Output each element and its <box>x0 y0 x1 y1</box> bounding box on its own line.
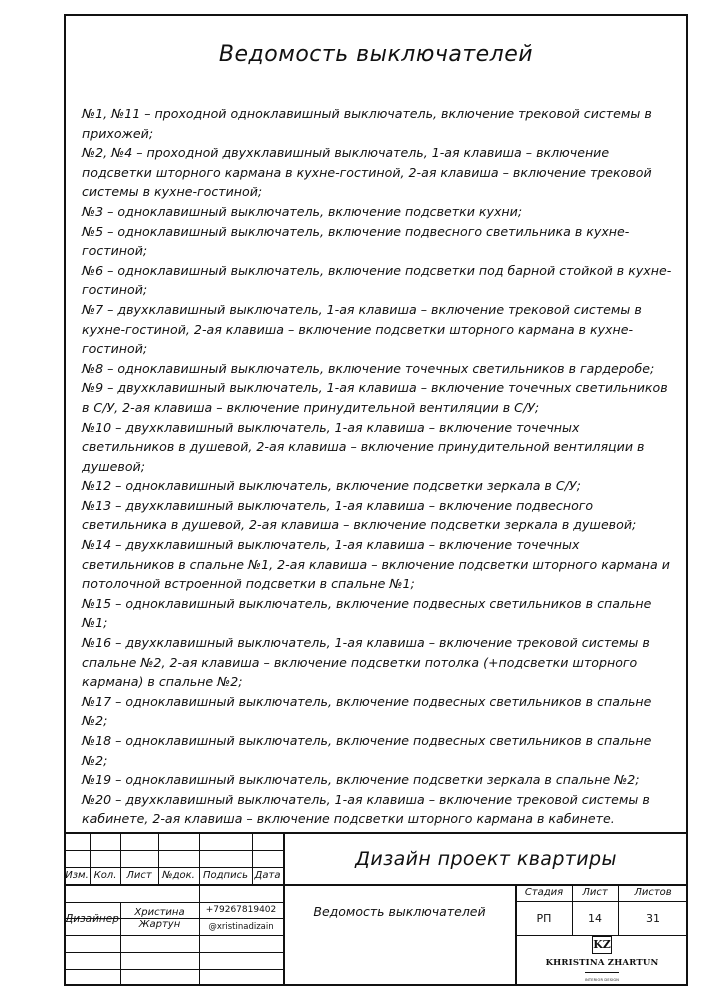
logo-subtitle: INTERIOR DESIGN <box>585 972 619 986</box>
list-item: №10 – двухклавишный выключатель, 1-ая клавиша – включение точечных светильников в душевой, 2-ая клавиша – включение принудительной вентиляции в душевой; <box>82 419 645 474</box>
sheet-name: Ведомость выключателей <box>313 904 486 919</box>
list-item: №3 – одноклавишный выключатель, включение подсветки кухни; <box>82 203 523 219</box>
designer-first-name: Христина <box>134 906 185 918</box>
designer-last-name: Жартун <box>138 918 181 930</box>
list-item: №14 – двухклавишный выключатель, 1-ая клавиша – включение точечных светильников в спальне №1, 2-ая клавиша – включение подсветки шторного кармана и потолочной встроенной подсветки в спальне №1; <box>82 537 670 592</box>
sheet-label: Лист <box>582 887 608 898</box>
col-header-list: Лист <box>126 870 152 881</box>
list-item: №15 – одноклавишный выключатель, включение подвесных светильников в спальне №1; <box>82 595 652 631</box>
list-item: №16 – двухклавишный выключатель, 1-ая клавиша – включение трековой системы в спальне №2, 2-ая клавиша – включение подсветки потолка (+подсветки шторного кармана) в спальне №2; <box>82 635 650 690</box>
list-item: №9 – двухклавишный выключатель, 1-ая клавиша – включение точечных светильников в С/У, 2-ая клавиша – включение принудительной вентиляции в С/У; <box>82 380 668 415</box>
studio-logo <box>516 936 688 986</box>
title-block <box>64 832 688 986</box>
col-header-ndok: №док. <box>162 870 195 881</box>
designer-handle: @xristinadizain <box>208 921 274 932</box>
list-item: №2, №4 – проходной двухклавишный выключатель, 1-ая клавиша – включение подсветки шторного кармана в кухне-гостиной, 2-ая клавиша – включение трековой системы в кухне-гостиной; <box>82 145 652 200</box>
list-item: №13 – двухклавишный выключатель, 1-ая клавиша – включение подвесного светильника в душевой, 2-ая клавиша – включение подсветки зеркала в душевой; <box>82 497 637 533</box>
list-item: №8 – одноклавишный выключатель, включение точечных светильников в гардеробе; <box>82 360 655 376</box>
project-title: Дизайн проект квартиры <box>355 848 617 870</box>
logo-mark: KZ <box>592 936 612 954</box>
col-header-data: Дата <box>254 870 281 881</box>
list-item: №18 – одноклавишный выключатель, включение подвесных светильников в спальне №2; <box>82 733 652 768</box>
stage-label: Стадия <box>524 887 564 898</box>
list-item: №6 – одноклавишный выключатель, включение подсветки под барной стойкой в кухне-гостиной; <box>82 262 672 298</box>
logo-name: KHRISTINA ZHARTUN <box>545 958 659 968</box>
stage-value: РП <box>536 911 552 925</box>
col-header-izm: Изм. <box>65 870 89 881</box>
sheet-value: 14 <box>588 911 602 925</box>
col-header-podpis: Подпись <box>203 870 248 881</box>
list-item: №5 – одноклавишный выключатель, включение подвесного светильника в кухне-гостиной; <box>82 223 630 259</box>
list-item: №7 – двухклавишный выключатель, 1-ая клавиша – включение трековой системы в кухне-гостиной, 2-ая клавиша – включение подсветки шторного кармана в кухне-гостиной; <box>82 301 642 357</box>
list-item: №17 – одноклавишный выключатель, включение подвесных светильников в спальне №2; <box>82 693 652 729</box>
document-title: Ведомость выключателей <box>218 42 534 67</box>
list-item: №20 – двухклавишный выключатель, 1-ая клавиша – включение трековой системы в кабинете, 2-ая клавиша – включение подсветки шторного кармана в кабинете. <box>82 791 650 827</box>
sheets-label: Листов <box>634 887 672 898</box>
designer-name <box>120 902 199 935</box>
list-item: №12 – одноклавишный выключатель, включение подсветки зеркала в С/У; <box>82 478 581 494</box>
role-label: Дизайнер <box>65 912 119 925</box>
designer-phone: +79267819402 <box>205 905 277 915</box>
col-header-kol: Кол. <box>93 870 117 881</box>
list-item: №19 – одноклавишный выключатель, включение подсветки зеркала в спальне №2; <box>82 772 640 788</box>
switch-list <box>82 104 672 829</box>
sheets-value: 31 <box>646 911 660 925</box>
list-item: №1, №11 – проходной одноклавишный выключатель, включение трековой системы в прихожей; <box>82 106 652 141</box>
